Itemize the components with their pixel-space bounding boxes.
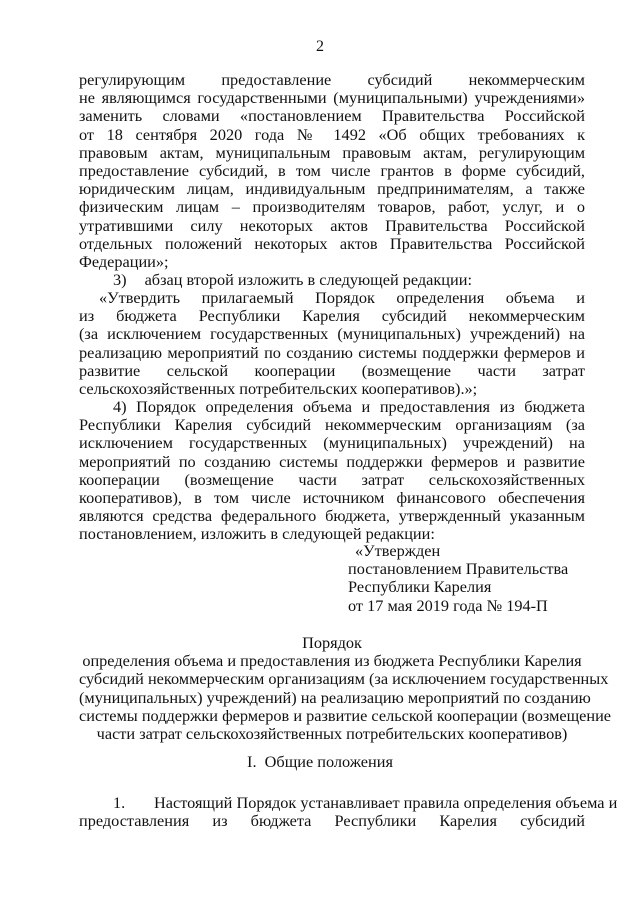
text-line: (за исключением государственных (муниципальных) учреждений) на (79, 325, 585, 344)
item-3-label: 3) (113, 270, 127, 289)
text-line: постановлением, изложить в следующей редакции: (79, 524, 435, 544)
text-line: реализацию мероприятий по созданию системы поддержки фермеров и (79, 343, 585, 362)
document-title-line: определения объема и предоставления из бюджета Республики Карелия (82, 651, 582, 671)
item-1-line (79, 793, 618, 812)
document-title-heading: Порядок (302, 633, 362, 652)
text-line: правовым актам, муниципальным правовым актам, регулирующим (79, 143, 585, 162)
paragraph-continuation (79, 71, 585, 271)
item-1-second-line: предоставления из бюджета Республики Карелия субсидий (79, 812, 585, 831)
document-title-line: части затрат сельскохозяйственных потребительских кооперативов) (96, 723, 568, 743)
text-line: юридическим лицам, индивидуальным предпринимателям, а также (79, 180, 585, 199)
document-title-line: субсидий некоммерческим организациям (за исключением государственных (79, 669, 609, 689)
text-line: регулирующим предоставление субсидий некоммерческим (79, 71, 585, 89)
text-line: «Утвердить прилагаемый Порядок определения объема и (99, 289, 585, 307)
text-line: не являющимся государственными (муниципальными) учреждениями» (79, 89, 585, 108)
approval-line: от 17 мая 2019 года № 194-П (348, 595, 548, 615)
approval-line: Республики Карелия (348, 577, 492, 597)
page-number: 2 (316, 38, 324, 55)
text-line: кооперации (возмещение части затрат сельскохозяйственных (79, 470, 585, 489)
text-line: из бюджета Республики Карелия субсидий некоммерческим (79, 307, 585, 326)
item-3-quote (79, 289, 585, 398)
text-line: сельскохозяйственных потребительских кооперативов).»; (79, 378, 478, 398)
approval-block (348, 542, 568, 615)
text-line: мероприятий по созданию системы поддержки фермеров и развитие (79, 452, 585, 471)
text-line: развитие сельской кооперации (возмещение части затрат (79, 361, 585, 380)
approval-line: постановлением Правительства (348, 559, 569, 579)
item-3 (79, 271, 585, 289)
item-4 (79, 398, 585, 544)
text-line: являются средства федерального бюджета, утвержденный указанным (79, 507, 585, 526)
item-1-label: 1. (113, 793, 126, 812)
text-line: физическим лицам – производителям товаров, работ, услуг, и о (79, 198, 585, 217)
text-line: 4) Порядок определения объема и предоставления из бюджета (113, 398, 585, 416)
text-line: утратившими силу некоторых актов Правительства Российской (79, 216, 585, 235)
item-1-first-line: Настоящий Порядок устанавливает правила определения объема и (154, 793, 618, 812)
item-1 (79, 793, 618, 831)
text-line: исключением государственных (муниципальных) учреждений) на (79, 434, 585, 453)
text-line: Республики Карелия субсидий некоммерческим организациям (за (79, 416, 585, 435)
document-title-line: системы поддержки фермеров и развитие сельской кооперации (возмещение (79, 705, 612, 725)
section-heading: I. Общие положения (247, 752, 393, 771)
text-line: от 18 сентября 2020 года № 1492 «Об общих требованиях к (79, 125, 585, 144)
approval-line: «Утвержден (355, 541, 441, 560)
document-title (79, 633, 612, 743)
text-line: заменить словами «постановлением Правительства Российской (79, 107, 585, 126)
document-title-line: (муниципальных) учреждений) на реализацию мероприятий по созданию (79, 687, 591, 707)
item-3-text: абзац второй изложить в следующей редакции: (144, 270, 472, 289)
item-3-line (79, 271, 585, 289)
text-line: Федерации»; (79, 251, 169, 271)
text-line: отдельных положений некоторых актов Правительства Российской (79, 234, 585, 253)
text-line: предоставление субсидий, в том числе грантов в форме субсидий, (79, 161, 585, 180)
text-line: кооперативов), в том числе источником финансового обеспечения (79, 488, 585, 507)
